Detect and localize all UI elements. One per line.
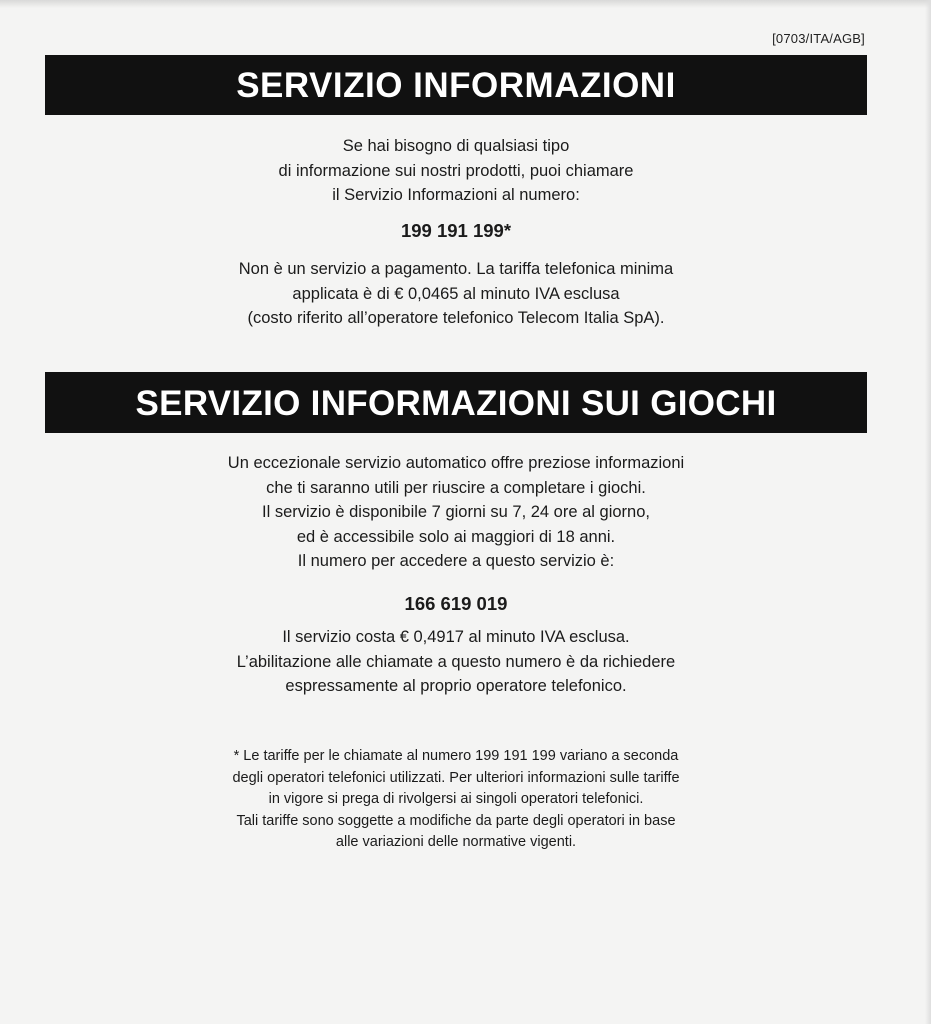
footnote-line: * Le tariffe per le chiamate al numero 199 191 199 variano a seconda	[233, 748, 679, 764]
section2-intro-line: ed è accessibile solo ai maggiori di 18 anni.	[296, 527, 616, 546]
section2-intro-line: Un eccezionale servizio automatico offre preziose informazioni	[227, 454, 685, 472]
footnote-line: Tali tariffe sono soggette a modifiche da parte degli operatori in base	[236, 812, 676, 829]
section2-intro-line: Il numero per accedere a questo servizio è:	[297, 552, 615, 570]
section2-title-banner: SERVIZIO INFORMAZIONI SUI GIOCHI	[45, 372, 867, 433]
section2-intro-line: che ti saranno utili per riuscire a completare i giochi.	[266, 478, 646, 497]
scan-edge-right	[925, 0, 931, 1024]
section2-body	[45, 451, 867, 574]
section1-intro-line: il Servizio Informazioni al numero:	[332, 186, 580, 204]
section2-cost-line: Il servizio costa € 0,4917 al minuto IVA esclusa.	[282, 628, 630, 646]
section1-cost-line: applicata è di € 0,0465 al minuto IVA esclusa	[292, 284, 620, 303]
document-code: [0703/ITA/AGB]	[772, 31, 865, 46]
section2-phone-number: 166 619 019	[404, 593, 508, 614]
footnote-line: alle variazioni delle normative vigenti.	[335, 834, 577, 850]
section1-intro-line: Se hai bisogno di qualsiasi tipo	[342, 137, 570, 155]
section1-phone	[45, 218, 867, 244]
section2-phone	[45, 591, 867, 617]
section1-cost-line: Non è un servizio a pagamento. La tariffa telefonica minima	[238, 260, 674, 278]
section2-cost-line: L’abilitazione alle chiamate a questo numero è da richiedere	[236, 652, 676, 671]
section2-cost	[45, 625, 867, 699]
footnote	[45, 746, 867, 854]
scan-edge-top	[0, 0, 931, 8]
section1-cost-line: (costo riferito all’operatore telefonico Telecom Italia SpA).	[247, 309, 665, 327]
footnote-line: in vigore si prega di rivolgersi ai singoli operatori telefonici.	[268, 791, 644, 807]
section1-title-banner: SERVIZIO INFORMAZIONI	[45, 55, 867, 115]
section1-cost	[45, 257, 867, 331]
section1-phone-number: 199 191 199*	[400, 220, 512, 241]
section2-cost-line: espressamente al proprio operatore telefonico.	[285, 677, 627, 695]
section1-body	[45, 134, 867, 208]
section1-intro-line: di informazione sui nostri prodotti, puoi chiamare	[278, 161, 634, 180]
footnote-line: degli operatori telefonici utilizzati. Per ulteriori informazioni sulle tariffe	[232, 769, 680, 786]
section2-intro-line: Il servizio è disponibile 7 giorni su 7, 24 ore al giorno,	[262, 503, 650, 521]
